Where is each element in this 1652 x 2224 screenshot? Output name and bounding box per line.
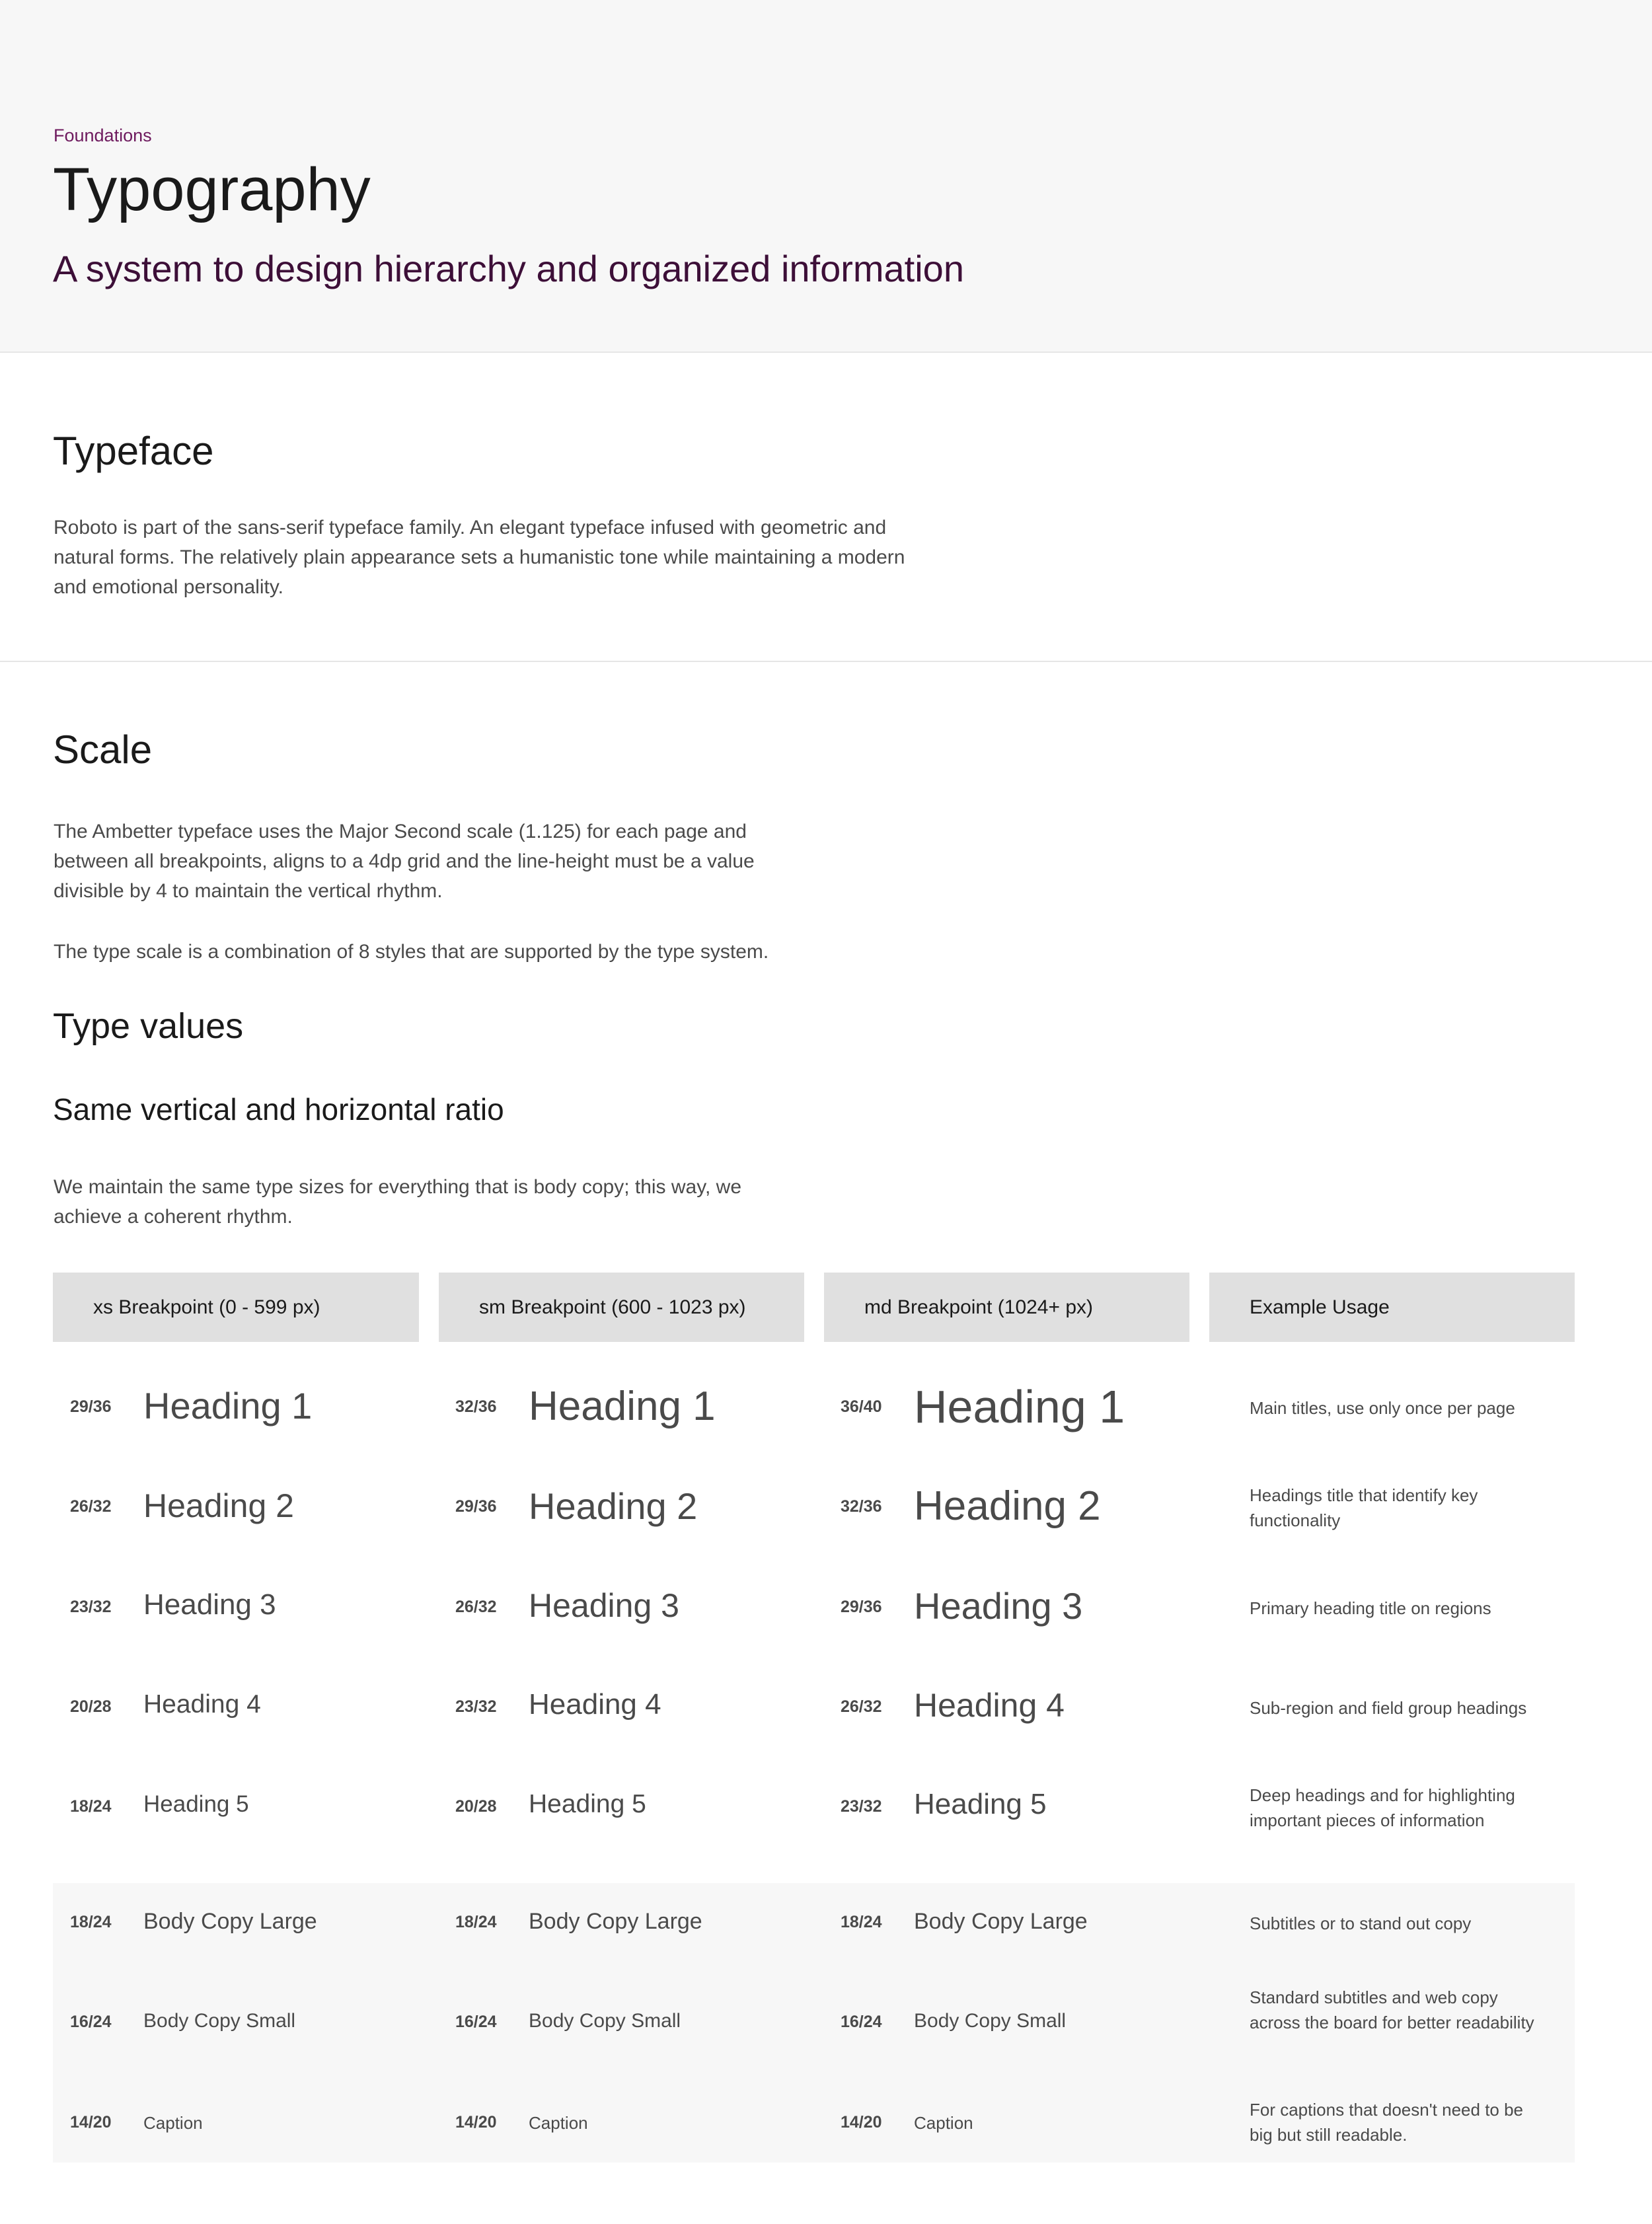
- usage-text: Deep headings and for highlighting important pieces of information: [1250, 1785, 1515, 1830]
- xs-sample: Heading 3: [143, 1588, 276, 1621]
- md-sample: Caption: [914, 2113, 973, 2133]
- sm-sample: Body Copy Small: [529, 2010, 681, 2032]
- xs-size-value: 20/28: [70, 1697, 112, 1716]
- sm-sample: Caption: [529, 2113, 588, 2133]
- xs-sample: Body Copy Large: [143, 1909, 317, 1934]
- sm-sample: Heading 5: [529, 1790, 646, 1818]
- type-values-heading: Type values: [53, 1006, 244, 1046]
- sm-sample: Heading 2: [529, 1485, 698, 1527]
- scale-heading: Scale: [53, 727, 153, 772]
- usage-text: Main titles, use only once per page: [1250, 1398, 1515, 1418]
- column-header-usage: Example Usage: [1209, 1273, 1575, 1342]
- md-sample: Heading 4: [914, 1687, 1065, 1724]
- usage-text: Sub-region and field group headings: [1250, 1698, 1527, 1718]
- breadcrumb[interactable]: Foundations: [54, 126, 152, 145]
- sm-size-value: 18/24: [455, 1913, 497, 1931]
- usage-text: Standard subtitles and web copy across the board for better readability: [1250, 1987, 1534, 2032]
- sm-sample: Heading 3: [529, 1587, 679, 1624]
- md-sample: Heading 5: [914, 1788, 1047, 1820]
- sm-size-value: 16/24: [455, 2013, 497, 2031]
- column-header-md: md Breakpoint (1024+ px): [824, 1273, 1189, 1342]
- md-size-value: 16/24: [841, 2013, 882, 2031]
- md-size-value: 29/36: [841, 1598, 882, 1616]
- md-sample: Heading 1: [914, 1381, 1125, 1432]
- sm-size-value: 29/36: [455, 1497, 497, 1516]
- column-header-xs: xs Breakpoint (0 - 599 px): [53, 1273, 419, 1342]
- xs-size-value: 29/36: [70, 1397, 112, 1416]
- xs-sample: Heading 5: [143, 1791, 249, 1817]
- ratio-heading: Same vertical and horizontal ratio: [53, 1092, 504, 1127]
- sm-size-value: 20/28: [455, 1797, 497, 1816]
- md-sample: Heading 3: [914, 1585, 1083, 1627]
- sm-size-value: 14/20: [455, 2113, 497, 2131]
- md-sample: Heading 2: [914, 1483, 1101, 1529]
- xs-size-value: 26/32: [70, 1497, 112, 1516]
- typeface-description: Roboto is part of the sans-serif typeface family. An elegant typeface infused with geometric and natural forms. The relatively plain appearance sets a humanistic tone while maintaining a modern and emotional personality.: [54, 517, 905, 598]
- page-header: [0, 0, 1652, 353]
- xs-sample: Body Copy Small: [143, 2010, 296, 2032]
- xs-size-value: 23/32: [70, 1598, 112, 1616]
- md-size-value: 23/32: [841, 1797, 882, 1816]
- scale-paragraph-2: The type scale is a combination of 8 styles that are supported by the type system.: [54, 941, 769, 963]
- sm-size-value: 23/32: [455, 1697, 497, 1716]
- md-size-value: 32/36: [841, 1497, 882, 1516]
- md-size-value: 36/40: [841, 1397, 882, 1416]
- md-sample: Body Copy Large: [914, 1909, 1088, 1934]
- usage-text: Subtitles or to stand out copy: [1250, 1913, 1472, 1933]
- xs-size-value: 16/24: [70, 2013, 112, 2031]
- sm-size-value: 32/36: [455, 1397, 497, 1416]
- md-size-value: 26/32: [841, 1697, 882, 1716]
- sm-sample: Heading 4: [529, 1688, 661, 1721]
- page-title: Typography: [53, 156, 371, 223]
- sm-sample: Body Copy Large: [529, 1909, 702, 1934]
- column-header-sm: sm Breakpoint (600 - 1023 px): [439, 1273, 804, 1342]
- md-size-value: 18/24: [841, 1913, 882, 1931]
- usage-text: Primary heading title on regions: [1250, 1598, 1491, 1618]
- xs-size-value: 14/20: [70, 2113, 112, 2131]
- sm-sample: Heading 1: [529, 1384, 716, 1429]
- page-subtitle: A system to design hierarchy and organized information: [53, 248, 964, 289]
- ratio-description: We maintain the same type sizes for everything that is body copy; this way, we achieve a coherent rhythm.: [54, 1176, 742, 1228]
- xs-sample: Heading 1: [143, 1385, 313, 1427]
- xs-size-value: 18/24: [70, 1797, 112, 1816]
- typeface-heading: Typeface: [53, 429, 214, 473]
- xs-sample: Caption: [143, 2113, 203, 2133]
- usage-text: For captions that doesn't need to be big but still readable.: [1250, 2100, 1524, 2145]
- sm-size-value: 26/32: [455, 1598, 497, 1616]
- md-size-value: 14/20: [841, 2113, 882, 2131]
- usage-text: Headings title that identify key functionality: [1250, 1485, 1478, 1530]
- md-sample: Body Copy Small: [914, 2010, 1067, 2032]
- xs-sample: Heading 4: [143, 1690, 261, 1719]
- typeface-section: [0, 354, 1652, 662]
- xs-size-value: 18/24: [70, 1913, 112, 1931]
- xs-sample: Heading 2: [143, 1487, 294, 1524]
- scale-paragraph-1: The Ambetter typeface uses the Major Second scale (1.125) for each page and between all breakpoints, aligns to a 4dp grid and the line-height must be a value divisible by 4 to maintain the vertical rhythm.: [54, 821, 755, 902]
